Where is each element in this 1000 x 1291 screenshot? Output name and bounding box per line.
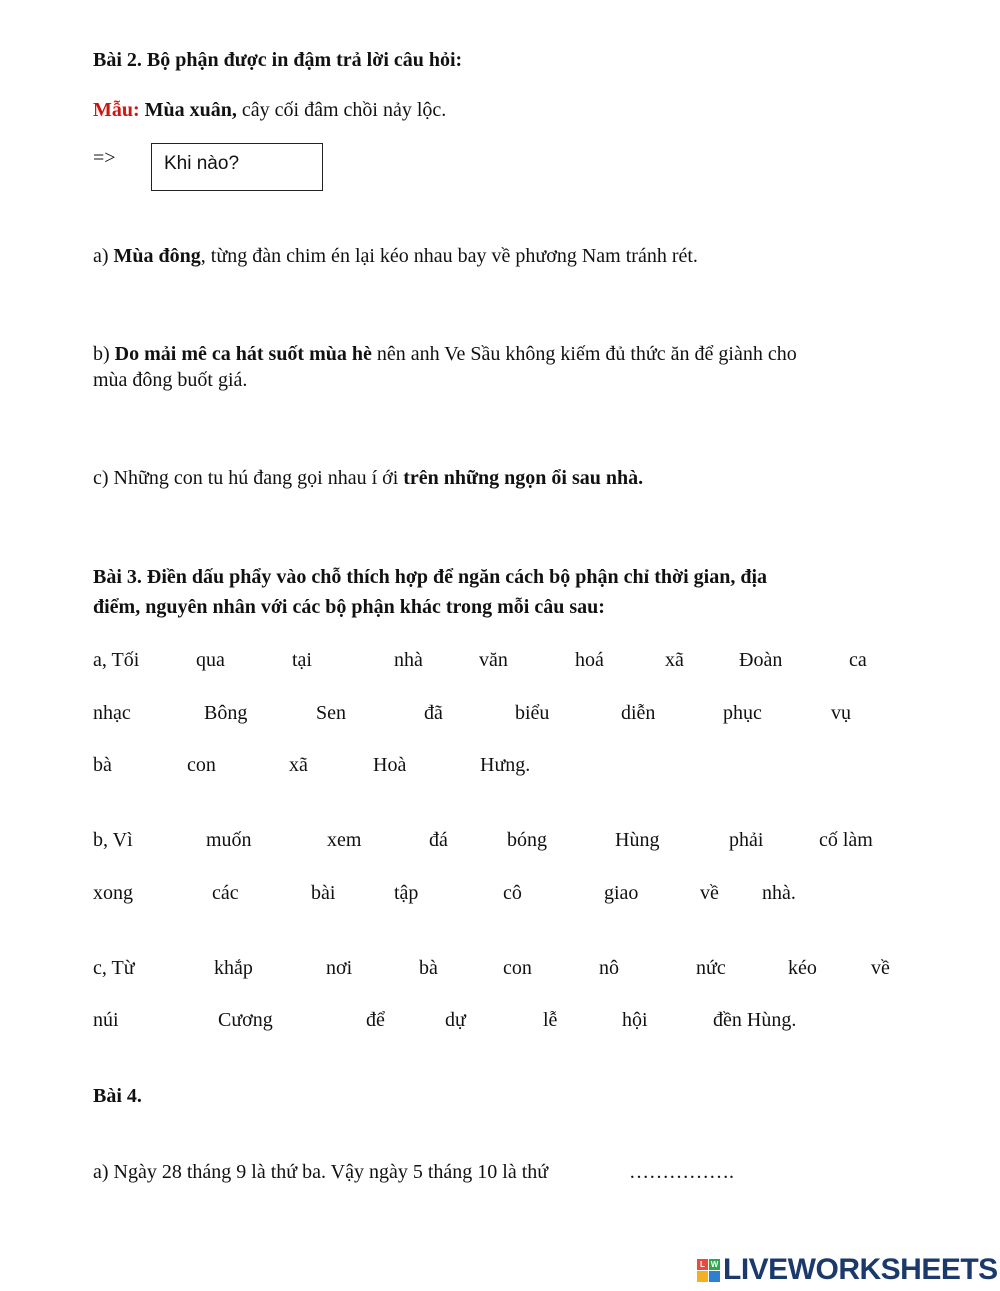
example-rest: cây cối đâm chồi nảy lộc. (236, 99, 447, 121)
word: tại (292, 649, 312, 671)
example-label: Mẫu: (93, 99, 140, 121)
example-answer-box: Khi nào? (151, 143, 323, 191)
word: nhà (394, 649, 423, 671)
word: dự (445, 1009, 466, 1031)
word: nô (599, 957, 619, 979)
question-c-prefix: c) Những con tu hú đang gọi nhau í ới (93, 467, 404, 489)
word: vụ (831, 702, 851, 724)
bai3-title-line2: điểm, nguyên nhân với các bộ phận khác trong mỗi câu sau: (93, 596, 605, 618)
word: nhà. (762, 882, 796, 904)
word: Sen (316, 702, 346, 724)
word: Cương (218, 1009, 273, 1031)
word: Hùng (615, 829, 660, 851)
logo-block: W (710, 1259, 719, 1269)
logo-block (709, 1271, 720, 1282)
arrow-symbol: => (93, 147, 116, 169)
word: b, Vì (93, 829, 133, 851)
word: nhạc (93, 702, 131, 724)
logo-blocks-icon (697, 1259, 720, 1282)
word: bài (311, 882, 336, 904)
bai3-title-line1: Bài 3. Điền dấu phẩy vào chỗ thích hợp để ngăn cách bộ phận chỉ thời gian, địa (93, 566, 767, 588)
question-a-bold: Mùa đông (113, 245, 201, 267)
word: xã (665, 649, 684, 671)
word: Bông (204, 702, 248, 724)
word: xã (289, 754, 308, 776)
word: xem (327, 829, 362, 851)
word: núi (93, 1009, 119, 1031)
question-c-bold: trên những ngọn ổi sau nhà. (403, 467, 644, 489)
word: biểu (515, 702, 550, 724)
example-bold-part: Mùa xuân, (144, 99, 237, 121)
word: đền Hùng. (713, 1009, 797, 1031)
word: cố làm (819, 829, 873, 851)
question-b-rest: nên anh Ve Sầu không kiếm đủ thức ăn để giành cho (371, 343, 797, 365)
example-sentence (93, 98, 446, 122)
word: hội (622, 1009, 648, 1031)
bai2-title: Bài 2. Bộ phận được in đậm trả lời câu hỏi: (93, 49, 463, 71)
word: diễn (621, 702, 656, 724)
word: muốn (206, 829, 252, 851)
bai2-question-a (93, 244, 698, 268)
word: về (871, 957, 890, 979)
word: các (212, 882, 239, 904)
bai4-question-a: a) Ngày 28 tháng 9 là thứ ba. Vậy ngày 5 tháng 10 là thứ (93, 1161, 549, 1183)
question-b-bold: Do mải mê ca hát suốt mùa hè (114, 343, 372, 365)
word: phục (723, 702, 762, 724)
bai2-question-c (93, 466, 643, 490)
word: Đoàn (739, 649, 783, 671)
bai2-question-b-line2: mùa đông buốt giá. (93, 369, 248, 391)
word: nức (696, 957, 726, 979)
word: ca (849, 649, 867, 671)
question-a-prefix: a) (93, 245, 114, 267)
word: phải (729, 829, 764, 851)
word: văn (479, 649, 508, 671)
word: c, Từ (93, 957, 135, 979)
question-b-prefix: b) (93, 343, 115, 365)
word: khắp (214, 957, 253, 979)
question-a-rest: , từng đàn chim én lại kéo nhau bay về phương Nam tránh rét. (200, 245, 698, 267)
word: đá (429, 829, 448, 851)
answer-blank[interactable]: ……………. (629, 1161, 734, 1183)
word: để (366, 1009, 385, 1031)
word: lễ (543, 1009, 558, 1031)
word: đã (424, 702, 443, 724)
word: con (503, 957, 532, 979)
word: nơi (326, 957, 353, 979)
liveworksheets-logo (697, 1253, 998, 1287)
logo-block (697, 1271, 708, 1282)
word: bà (419, 957, 438, 979)
word: Hoà (373, 754, 407, 776)
word: qua (196, 649, 225, 671)
logo-block: L (697, 1259, 708, 1270)
word: con (187, 754, 216, 776)
word: a, Tối (93, 649, 140, 671)
word: hoá (575, 649, 604, 671)
word: tập (394, 882, 419, 904)
word: bà (93, 754, 112, 776)
word: cô (503, 882, 522, 904)
word: Hưng. (480, 754, 531, 776)
word: kéo (788, 957, 817, 979)
word: xong (93, 882, 133, 904)
bai4-title: Bài 4. (93, 1085, 142, 1107)
bai2-question-b-line1 (93, 342, 797, 366)
word: về (700, 882, 719, 904)
word: giao (604, 882, 639, 904)
word: bóng (507, 829, 547, 851)
logo-text: LIVEWORKSHEETS (723, 1253, 998, 1286)
